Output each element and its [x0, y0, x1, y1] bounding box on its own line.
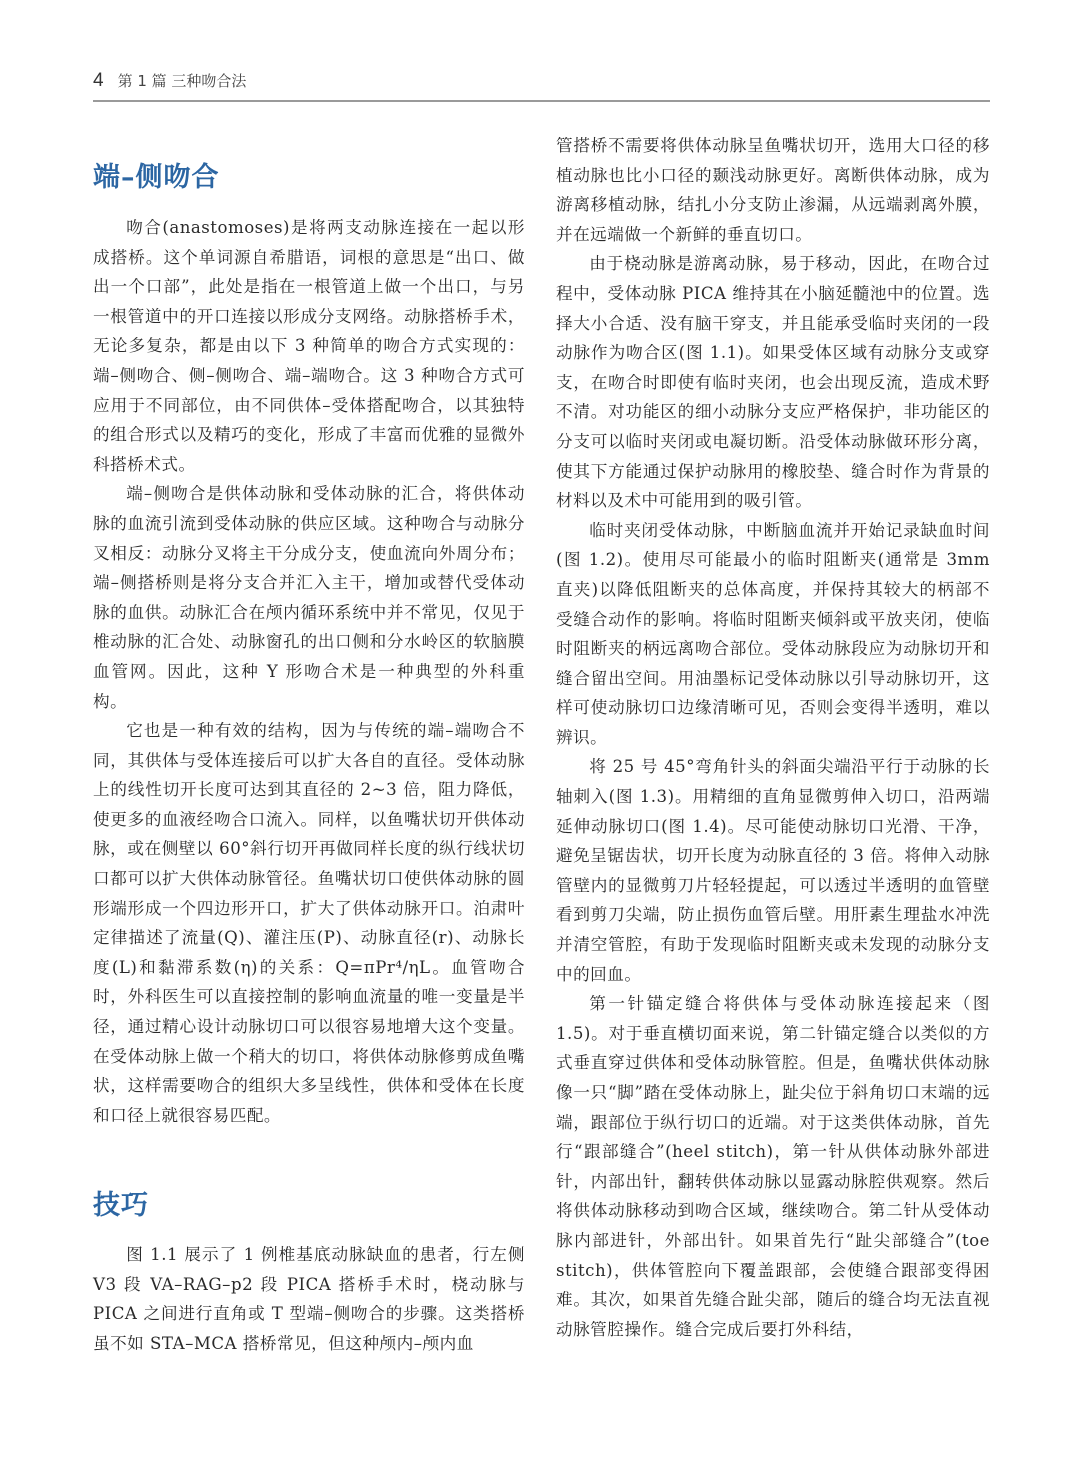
- running-header: [93, 70, 990, 100]
- page-number: 4: [93, 70, 104, 91]
- right-column: [556, 131, 990, 1344]
- left-column-block-2: [93, 1240, 525, 1358]
- paragraph: 吻合(anastomoses)是将两支动脉连接在一起以形成搭桥。这个单词源自希腊语，词根的意思是“出口、做出一个口部”，此处是指在一根管道上做一个出口，与另一根管道中的开口连接以形成分支网络。动脉搭桥手术，无论多复杂，都是由以下 3 种简单的吻合方式实现的：端–侧吻合、侧–侧吻合、端–端吻合。这 3 种吻合方式可应用于不同部位，由不同供体–受体搭配吻合，以其独特的组合形式以及精巧的变化，形成了丰富而优雅的显微外科搭桥术式。: [93, 218, 525, 474]
- section-heading-technique: 技巧: [93, 1190, 149, 1221]
- paragraph-continued: 管搭桥不需要将供体动脉呈鱼嘴状切开，选用大口径的移植动脉也比小口径的颞浅动脉更好。离断供体动脉，成为游离移植动脉，结扎小分支防止渗漏，从远端剥离外膜，并在远端做一个新鲜的垂直切口。: [556, 136, 990, 244]
- paragraph: 图 1.1 展示了 1 例椎基底动脉缺血的患者，行左侧 V3 段 VA–RAG–p2 段 PICA 搭桥手术时，桡动脉与 PICA 之间进行直角或 T 型端–侧吻合的步骤。这类搭桥虽不如 STA–MCA 搭桥常见，但这种颅内–颅内血: [93, 1245, 525, 1353]
- paragraph: 第一针锚定缝合将供体与受体动脉连接起来（图 1.5)。对于垂直横切面来说，第二针锚定缝合以类似的方式垂直穿过供体和受体动脉管腔。但是，鱼嘴状供体动脉像一只“脚”踏在受体动脉上，趾尖位于斜角切口末端的远端，跟部位于纵行切口的近端。对于这类供体动脉，首先行“跟部缝合”(heel stitch)，第一针从供体动脉外部进针，内部出针，翻转供体动脉以显露动脉腔供观察。然后将供体动脉移动到吻合区域，继续吻合。第二针从受体动脉内部进针，外部出针。如果首先行“趾尖部缝合”(toe stitch)，供体管腔向下覆盖跟部，会使缝合跟部变得困难。其次，如果首先缝合趾尖部，随后的缝合均无法直视动脉管腔操作。缝合完成后要打外科结，: [556, 994, 990, 1339]
- paragraph: 将 25 号 45°弯角针头的斜面尖端沿平行于动脉的长轴刺入(图 1.3)。用精细的直角显微剪伸入切口，沿两端延伸动脉切口(图 1.4)。尽可能使动脉切口光滑、干净，避免呈锯齿状，切开长度为动脉直径的 3 倍。将伸入动脉管壁内的显微剪刀片轻轻提起，可以透过半透明的血管壁看到剪刀尖端，防止损伤血管后壁。用肝素生理盐水冲洗并清空管腔，有助于发现临时阻断夹或未发现的动脉分支中的回血。: [556, 757, 990, 984]
- paragraph: 临时夹闭受体动脉，中断脑血流并开始记录缺血时间(图 1.2)。使用尽可能最小的临时阻断夹(通常是 3mm 直夹)以降低阻断夹的总体高度，并保持其较大的柄部不受缝合动作的影响。将临时阻断夹倾斜或平放夹闭，使临时阻断夹的柄远离吻合部位。受体动脉段应为动脉切开和缝合留出空间。用油墨标记受体动脉以引导动脉切开，这样可使动脉切口边缘清晰可见，否则会变得半透明，难以辨识。: [556, 520, 990, 747]
- paragraph: 它也是一种有效的结构，因为与传统的端–端吻合不同，其供体与受体连接后可以扩大各自的直径。受体动脉上的线性切开长度可达到其直径的 2~3 倍，阻力降低，使更多的血液经吻合口流入。同样，以鱼嘴状切开供体动脉，或在侧壁以 60°斜行切开再做同样长度的纵行线状切口都可以扩大供体动脉管径。鱼嘴状切口使供体动脉的圆形端形成一个四边形开口，扩大了供体动脉开口。泊肃叶定律描述了流量(Q)、灌注压(P)、动脉直径(r)、动脉长度(L)和黏滞系数(η)的关系：Q=πPr⁴/ηL。血管吻合时，外科医生可以直接控制的影响血流量的唯一变量是半径，通过精心设计动脉切口可以很容易地增大这个变量。在受体动脉上做一个稍大的切口，将供体动脉修剪成鱼嘴状，这样需要吻合的组织大多呈线性，供体和受体在长度和口径上就很容易匹配。: [93, 721, 525, 1125]
- header-rule: [93, 100, 990, 102]
- running-title: 第 1 篇 三种吻合法: [117, 72, 247, 90]
- left-column-block-1: [93, 213, 525, 1130]
- section-heading-end-to-side: 端–侧吻合: [93, 162, 220, 193]
- paragraph: 由于桡动脉是游离动脉，易于移动，因此，在吻合过程中，受体动脉 PICA 维持其在小脑延髓池中的位置。选择大小合适、没有脑干穿支，并且能承受临时夹闭的一段动脉作为吻合区(图 1.1)。如果受体区域有动脉分支或穿支，在吻合时即使有临时夹闭，也会出现反流，造成术野不清。对功能区的细小动脉分支应严格保护，非功能区的分支可以临时夹闭或电凝切断。沿受体动脉做环形分离，使其下方能通过保护动脉用的橡胶垫、缝合时作为背景的材料以及术中可能用到的吸引管。: [556, 254, 990, 511]
- paragraph: 端–侧吻合是供体动脉和受体动脉的汇合，将供体动脉的血流引流到受体动脉的供应区域。这种吻合与动脉分叉相反：动脉分叉将主干分成分支，使血流向外周分布；端–侧搭桥则是将分支合并汇入主干，增加或替代受体动脉的血供。动脉汇合在颅内循环系统中并不常见，仅见于椎动脉的汇合处、动脉窗孔的出口侧和分水岭区的软脑膜血管网。因此，这种 Y 形吻合术是一种典型的外科重构。: [93, 484, 525, 711]
